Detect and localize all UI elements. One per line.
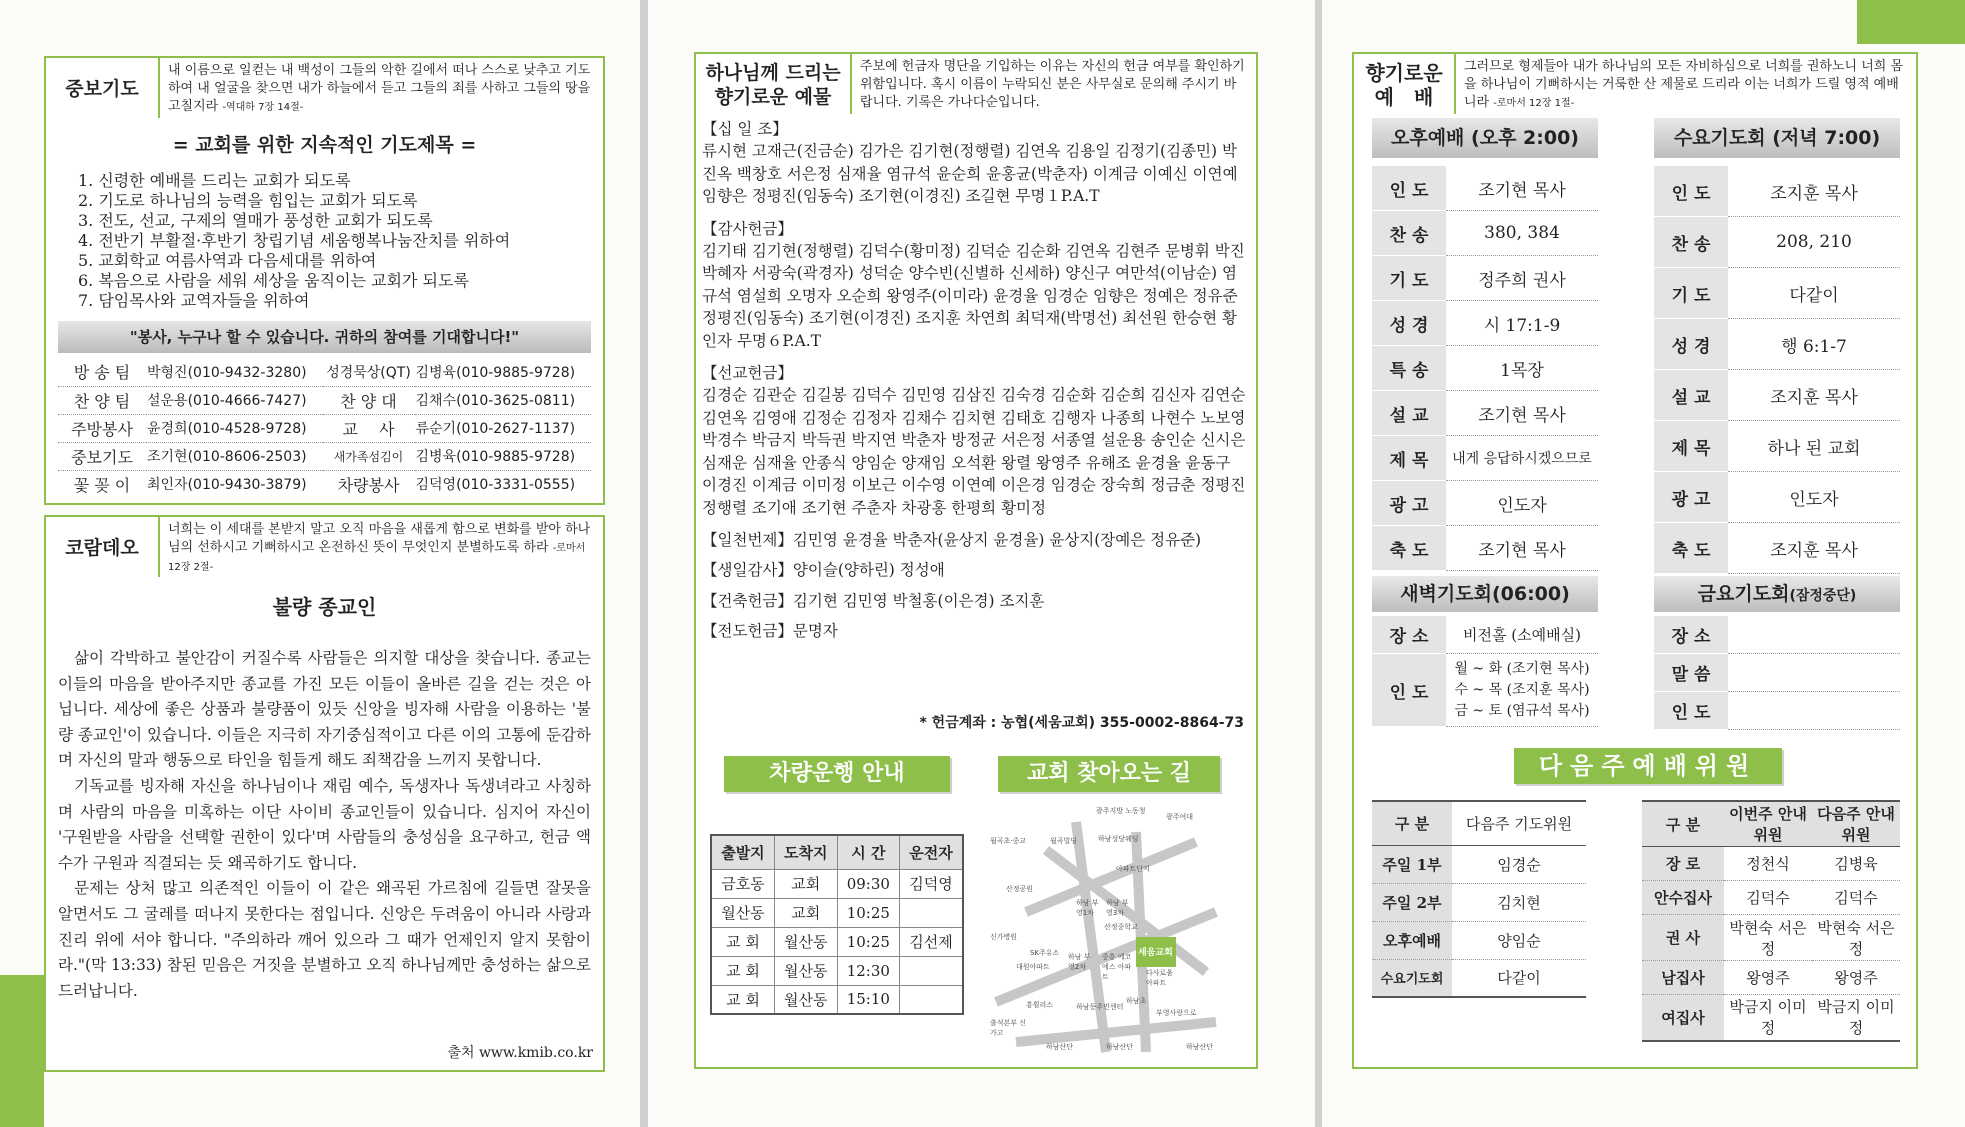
table-row xyxy=(711,898,963,927)
offering-section xyxy=(702,362,1250,519)
church-map xyxy=(986,802,1236,1056)
offering-label: 【십 일 조】 xyxy=(702,120,788,138)
wednesday-table xyxy=(1654,166,1900,574)
map-label: 하남산단 xyxy=(1186,1043,1214,1051)
prayer-duty-table xyxy=(1372,800,1586,998)
table-cell: 주일 2부 xyxy=(1372,883,1452,921)
table-cell: 교 회 xyxy=(711,927,774,956)
table-row xyxy=(58,414,591,442)
table-cell xyxy=(900,956,963,985)
column-header: 운전자 xyxy=(900,835,963,869)
team-contact: 윤경희(010-4528-9728) xyxy=(147,421,307,437)
table-cell: 금호동 xyxy=(711,869,774,898)
table-row xyxy=(1642,915,1900,961)
table-row xyxy=(1372,256,1598,301)
nextweek-title: 다음주예배위원 xyxy=(1514,748,1782,784)
table-row xyxy=(1654,370,1900,421)
offering-notice: 주보에 헌금자 명단을 기입하는 이유는 자신의 헌금 여부를 확인하기 위함입니다. 혹시 이름이 누락되신 분은 사무실로 문의해 주시기 바랍니다. 기록은 가나다순입니다. xyxy=(860,59,1245,110)
row-label: 장 소 xyxy=(1654,616,1728,654)
row-label: 제 목 xyxy=(1372,436,1446,481)
map-label: 하남산단 xyxy=(1106,1043,1134,1051)
table-cell: 월산동 xyxy=(774,956,837,985)
map-label: 하남산단 xyxy=(1046,1043,1074,1051)
table-header-row xyxy=(1642,801,1900,847)
row-value: 인도자 xyxy=(1446,481,1598,526)
table-cell: 여집사 xyxy=(1642,995,1724,1041)
offering-label: 【생일감사】 xyxy=(702,561,793,580)
offering-section xyxy=(702,118,1250,208)
offering-names: 김경순 김관순 김길봉 김덕수 김민영 김삼진 김숙경 김순화 김순희 김신자 김연순 김연옥 김영애 김정순 김정자 김채수 김치현 김태호 김행자 나종희 나현수 노보영 박경수 박금지 박득권 박지연 박춘자 방정균 서은정 서종열 설운용 송인순 신시은 심재운 심재율 안종식 양임순 양재임 오석환 왕렬 왕영주 유해조 윤경율 윤동구 이경진 이계금 이미정 이보근 이수영 이연예 이은경 임경순 장숙희 정금춘 정평진 정행렬 조기애 조기현 주춘자 차광홍 한평희 황미정 xyxy=(702,386,1246,517)
table-cell: 장 로 xyxy=(1642,847,1724,881)
row-value xyxy=(1446,654,1598,727)
table-row xyxy=(1642,995,1900,1041)
map-label: 광주여대 xyxy=(1166,813,1194,821)
afternoon-table xyxy=(1372,166,1598,571)
row-label: 인 도 xyxy=(1654,166,1728,217)
table-cell xyxy=(900,985,963,1014)
vehicle-table xyxy=(710,834,964,1015)
row-value: 조지훈 목사 xyxy=(1728,370,1900,421)
table-row xyxy=(711,985,963,1014)
volunteer-banner: "봉사, 누구나 할 수 있습니다. 귀하의 참여를 기대합니다!" xyxy=(58,321,591,353)
dawn-leader: 금 ~ 토 (염규석 목사) xyxy=(1454,702,1590,719)
table-row xyxy=(1372,301,1598,346)
table-cell: 왕영주 xyxy=(1834,969,1878,987)
offering-header xyxy=(694,52,1258,118)
team-contact: 류순기(010-2627-1137) xyxy=(415,421,576,437)
offering-list xyxy=(702,118,1250,643)
table-cell: 10:25 xyxy=(837,927,899,956)
column-header: 구 분 xyxy=(1642,801,1724,847)
map-label: 하남초 xyxy=(1126,997,1147,1005)
table-row xyxy=(58,470,591,498)
table-cell: 10:25 xyxy=(837,898,899,927)
team-name: 교 사 xyxy=(342,419,395,439)
offering-names: 김기현 김민영 박철홍(이은경) 조지훈 xyxy=(792,591,1045,610)
table-cell: 다같이 xyxy=(1497,969,1541,988)
offering-tag: 하나님께 드리는 향기로운 예물 xyxy=(696,54,852,116)
team-contact: 김병육(010-9885-9728) xyxy=(415,449,576,465)
offering-label: 【일천번제】 xyxy=(702,530,793,549)
page-3 xyxy=(1322,0,1965,1127)
page-2 xyxy=(648,0,1315,1127)
table-row xyxy=(1654,654,1900,692)
offering-names: 문명자 xyxy=(792,622,838,641)
table-row xyxy=(1372,166,1598,211)
team-name: 주방봉사 xyxy=(71,419,133,439)
row-value: 조기현 목사 xyxy=(1446,526,1598,571)
team-contact: 박형진(010-9432-3280) xyxy=(147,364,307,381)
table-cell: 박현숙 서은정 xyxy=(1729,918,1807,958)
offering-label: 【건축헌금】 xyxy=(702,591,793,610)
worship-verse-ref: -로마서 12장 1절- xyxy=(1493,98,1575,109)
table-cell: 교 회 xyxy=(711,985,774,1014)
offering-names: 양이슬(양하린) 정성애 xyxy=(792,561,945,580)
prayer-item: 4. 전반기 부활절·후반기 창립기념 세움행복나눔잔치를 위하여 xyxy=(78,231,511,250)
row-label: 말 씀 xyxy=(1654,654,1728,692)
coram-verse-ref: -로마서 12장 2절- xyxy=(168,543,586,573)
map-label: 하남 부영3차 xyxy=(1106,899,1129,917)
team-name: 새가족섬김이 xyxy=(333,449,404,464)
map-label: 대원아파트 xyxy=(1016,963,1050,971)
wednesday-title: 수요기도회 (저녁 7:00) xyxy=(1654,118,1900,158)
team-contact: 조기현(010-8606-2503) xyxy=(147,449,307,465)
coram-verse xyxy=(160,517,603,579)
coram-box xyxy=(44,577,605,1072)
offering-names: 류시현 고재근(진금순) 김가은 김기현(정행렬) 김연옥 김용일 김정기(김종민) 박진옥 백창호 서은정 심재율 염규석 윤순희 윤홍균(박춘자) 이계금 이예신 이연예 임향은 정평진(임동숙) 조기현(이경진) 조길현 무명１P.A.T xyxy=(702,142,1238,206)
map-label: 흥휠리스 xyxy=(1026,1001,1054,1009)
page-1 xyxy=(0,0,640,1127)
church-marker: 세움교회 xyxy=(1138,948,1173,958)
map-label: 다사로움 아파트 xyxy=(1146,969,1174,987)
table-row xyxy=(1372,526,1598,571)
map-title: 교회 찾아오는 길 xyxy=(998,756,1220,792)
map-label: SK주유소 xyxy=(1030,949,1060,957)
offering-names: 김기태 김기현(정행렬) 김덕수(황미정) 김덕순 김순화 김연옥 김현주 문병휘 박진 박혜자 서광숙(곽경자) 성덕순 양수빈(신별하 신세하) 양신구 여만석(이남순) 염규석 염설희 오명자 오순희 왕영주(이미라) 윤경율 임경순 임향은 정예은 정유준 정평진(임동숙) 조기현(이경진) 조지훈 차연희 최덕재(박명선) 최선원 한승현 황인자 무명６P.A.T xyxy=(702,242,1245,350)
table-cell: 월산동 xyxy=(711,898,774,927)
map-label: 산정공원 xyxy=(1006,885,1034,893)
worship-tag: 향기로운 예 배 xyxy=(1354,54,1456,116)
row-value: 정주희 권사 xyxy=(1446,256,1598,301)
prayer-item: 2. 기도로 하나님의 능력을 힘입는 교회가 되도록 xyxy=(78,191,418,210)
worship-header xyxy=(1352,52,1918,118)
row-label: 제 목 xyxy=(1654,421,1728,472)
row-value: 다같이 xyxy=(1728,268,1900,319)
table-row xyxy=(1654,472,1900,523)
friday-title xyxy=(1654,576,1900,612)
offering-box xyxy=(694,114,1258,1069)
map-label: 하남성당웨딩 xyxy=(1098,835,1139,843)
table-row xyxy=(1642,847,1900,881)
green-corner xyxy=(1857,0,1965,44)
table-cell: 안수집사 xyxy=(1642,881,1724,915)
row-label: 설 교 xyxy=(1372,391,1446,436)
table-row xyxy=(58,358,591,386)
team-name: 찬 양 대 xyxy=(340,391,397,411)
prayer-item: 7. 담임목사와 교역자들을 위하여 xyxy=(78,291,310,310)
row-label: 축 도 xyxy=(1654,523,1728,574)
table-cell: 오후예배 xyxy=(1372,921,1452,959)
row-label: 성 경 xyxy=(1654,319,1728,370)
prayer-list xyxy=(78,171,603,311)
prayer-item: 3. 전도, 선교, 구제의 열매가 풍성한 교회가 되도록 xyxy=(78,211,433,230)
table-row xyxy=(1642,961,1900,995)
table-row xyxy=(1372,959,1586,997)
table-cell: 김병육 xyxy=(1834,855,1878,873)
row-value: 조지훈 목사 xyxy=(1728,166,1900,217)
table-header-row xyxy=(1372,801,1586,845)
map-label: 출석본부 신가고 xyxy=(990,1019,1027,1037)
team-contact: 설운용(010-4666-7427) xyxy=(147,393,307,409)
row-label: 성 경 xyxy=(1372,301,1446,346)
usher-table xyxy=(1642,800,1900,1042)
article-paragraph: 기독교를 빙자해 자신을 하나님이나 재림 예수, 독생자나 독생녀라고 사칭하며 사람의 마음을 미혹하는 이단 사이비 종교인들이 있습니다. 심지어 자신이 '구원받을 사람을 선택할 권한이 있다'며 사람들의 충성심을 요구하고, 헌금 액수가 구원과 직결되는 듯 왜곡하기도 합니다. xyxy=(58,776,591,872)
table-cell: 월산동 xyxy=(774,985,837,1014)
column-header: 시 간 xyxy=(837,835,899,869)
table-cell: 박금지 이미정 xyxy=(1817,998,1895,1038)
table-row xyxy=(58,442,591,470)
article-paragraph: 삶이 각박하고 불안감이 커질수록 사람들은 의지할 대상을 찾습니다. 종교는 이들의 마음을 받아주지만 종교를 가진 모든 이들이 올바른 길을 걷는 것은 아닙니다. 세상에 좋은 상품과 불량품이 있듯 신앙을 빙자해 사람을 이용하는 '불량 종교인'이 있습니다. 이들은 지극히 자기중심적이고 다른 이의 고통에 둔감하며 자신의 말과 행동으로 타인을 힘들게 해도 죄책감을 느끼지 못합니다. xyxy=(58,649,591,770)
team-contact: 김채수(010-3625-0811) xyxy=(415,393,576,409)
table-row xyxy=(711,956,963,985)
table-cell: 수요기도회 xyxy=(1372,959,1452,997)
table-row xyxy=(1642,881,1900,915)
prayer-verse-ref: -역대하 7장 14절- xyxy=(222,102,304,113)
row-value: 인도자 xyxy=(1728,472,1900,523)
map-label: 산정중학교 xyxy=(1104,923,1138,931)
team-name: 꽃 꽂 이 xyxy=(73,475,131,495)
offering-section xyxy=(702,529,1250,551)
volunteer-table xyxy=(58,358,591,498)
map-label: 부영사랑으로 xyxy=(1156,1009,1197,1017)
row-label: 인 도 xyxy=(1372,654,1446,727)
green-corner xyxy=(0,975,44,1127)
table-cell: 김덕영 xyxy=(900,869,963,898)
article-paragraph: 문제는 상처 많고 의존적인 이들이 이 같은 왜곡된 가르침에 길들면 잘못을 알면서도 그 굴레를 떠나지 못한다는 점입니다. 신앙은 두려움이 아니라 사랑과 진리 위에 서야 합니다. "주의하라 깨어 있으라 그 때가 언제인지 알지 못함이라."(막 13:33) 참된 믿음은 거짓을 분별하고 오직 하나님께만 충성하는 삶으로 드러납니다. xyxy=(58,879,591,1000)
offering-names: 김민영 윤경율 박춘자(윤상지 윤경율) 윤상지(장예은 정유준) xyxy=(792,530,1202,549)
table-row xyxy=(1372,391,1598,436)
table-row xyxy=(1372,845,1586,883)
row-value: 시 17:1-9 xyxy=(1446,301,1598,346)
afternoon-title: 오후예배 (오후 2:00) xyxy=(1372,118,1598,158)
table-cell: 교 회 xyxy=(711,956,774,985)
offering-section xyxy=(702,590,1250,612)
offering-section xyxy=(702,620,1250,642)
map-label: 광주지방 노동청 xyxy=(1096,807,1146,815)
article-title: 불량 종교인 xyxy=(272,595,377,619)
table-row xyxy=(711,869,963,898)
row-value xyxy=(1728,616,1900,654)
row-label: 설 교 xyxy=(1654,370,1728,421)
row-value: 내게 응답하시겠으므로 xyxy=(1446,436,1598,481)
dawn-title: 새벽기도회(06:00) xyxy=(1372,576,1598,612)
map-label: 중흥 에코에스 아파트 xyxy=(1102,953,1132,981)
row-value: 하나 된 교회 xyxy=(1728,421,1900,472)
coram-tag: 코람데오 xyxy=(46,517,160,579)
table-row xyxy=(1654,166,1900,217)
offering-section xyxy=(702,218,1250,352)
prayer-item: 5. 교회학교 여름사역과 다음세대를 위하여 xyxy=(78,251,377,270)
table-cell: 임경순 xyxy=(1497,855,1541,874)
row-label: 인 도 xyxy=(1372,166,1446,211)
row-value xyxy=(1728,692,1900,730)
row-value: 1목장 xyxy=(1446,346,1598,391)
table-cell: 12:30 xyxy=(837,956,899,985)
team-name: 성경묵상(QT) xyxy=(326,364,411,381)
team-name: 방 송 팀 xyxy=(73,363,131,383)
friday-table xyxy=(1654,616,1900,730)
table-row xyxy=(1372,654,1598,727)
coram-verse-text: 너희는 이 세대를 본받지 말고 오직 마음을 새롭게 함으로 변화를 받아 하나님의 선하시고 기뻐하시고 온전하신 뜻이 무엇인지 분별하도록 하라 xyxy=(168,522,591,555)
row-value: 380, 384 xyxy=(1446,211,1598,256)
row-value: 조기현 목사 xyxy=(1446,166,1598,211)
row-label: 장 소 xyxy=(1372,616,1446,654)
worship-verse-text: 그러므로 형제들아 내가 하나님의 모든 자비하심으로 너희를 권하노니 너희 몸을 하나님이 기뻐하시는 거룩한 산 제물로 드리라 이는 너희가 드릴 영적 예배니라 xyxy=(1464,59,1904,110)
table-row xyxy=(1372,921,1586,959)
team-contact: 최인자(010-9430-3879) xyxy=(147,477,307,494)
row-value: 208, 210 xyxy=(1728,217,1900,268)
map-label: 아파트단지 xyxy=(1116,865,1150,873)
article-body xyxy=(58,646,591,1004)
table-cell: 15:10 xyxy=(837,985,899,1014)
prayer-box xyxy=(44,118,605,505)
table-row xyxy=(1654,217,1900,268)
table-row xyxy=(58,386,591,414)
column-header: 다음주 안내위원 xyxy=(1812,801,1900,847)
prayer-item: 1. 신령한 예배를 드리는 교회가 되도록 xyxy=(78,171,351,190)
row-label: 특 송 xyxy=(1372,346,1446,391)
table-row xyxy=(1372,481,1598,526)
table-row xyxy=(1372,346,1598,391)
column-header: 이번주 안내위원 xyxy=(1724,801,1812,847)
table-row xyxy=(1654,421,1900,472)
map-label: 월곡빌딩 xyxy=(1050,837,1078,845)
friday-title-note: (잠정중단) xyxy=(1789,588,1857,604)
column-header: 구 분 xyxy=(1372,801,1452,845)
table-cell: 권 사 xyxy=(1642,915,1724,961)
table-cell: 교회 xyxy=(774,898,837,927)
row-label: 광 고 xyxy=(1372,481,1446,526)
row-label: 인 도 xyxy=(1654,692,1728,730)
table-row xyxy=(1654,319,1900,370)
table-row xyxy=(1372,883,1586,921)
offering-label: 【전도헌금】 xyxy=(702,622,793,641)
row-value xyxy=(1728,654,1900,692)
coram-header xyxy=(44,515,605,581)
row-label: 광 고 xyxy=(1654,472,1728,523)
map-label: 신가병원 xyxy=(990,933,1018,941)
table-cell: 교회 xyxy=(774,869,837,898)
team-name: 중보기도 xyxy=(71,447,133,467)
prayer-header xyxy=(44,56,605,122)
column-header: 출발지 xyxy=(711,835,774,869)
table-cell: 양임순 xyxy=(1497,931,1541,950)
table-row xyxy=(1372,616,1598,654)
prayer-verse xyxy=(160,58,603,120)
offering-label: 【감사헌금】 xyxy=(702,219,793,238)
row-value: 행 6:1-7 xyxy=(1728,319,1900,370)
table-header-row xyxy=(711,835,963,869)
table-cell: 김덕수 xyxy=(1746,889,1790,907)
table-row xyxy=(1372,436,1598,481)
row-value: 조기현 목사 xyxy=(1446,391,1598,436)
article-source: 출처 www.kmib.co.kr xyxy=(447,1045,593,1061)
table-cell: 정천식 xyxy=(1746,855,1790,873)
table-cell: 김치현 xyxy=(1497,893,1541,912)
table-row xyxy=(1654,616,1900,654)
prayer-item: 6. 복음으로 사람을 세워 세상을 움직이는 교회가 되도록 xyxy=(78,271,469,290)
offering-account: * 헌금계좌 : 농협(세움교회) 355-0002-8864-73 xyxy=(919,715,1244,731)
table-cell: 09:30 xyxy=(837,869,899,898)
table-row xyxy=(711,927,963,956)
table-cell: 왕영주 xyxy=(1746,969,1790,987)
table-row xyxy=(1654,692,1900,730)
dawn-leader: 수 ~ 목 (조지훈 목사) xyxy=(1454,681,1590,698)
vehicle-title: 차량운행 안내 xyxy=(724,756,950,792)
dawn-table xyxy=(1372,616,1598,727)
team-contact: 김병육(010-9885-9728) xyxy=(415,364,576,381)
row-label: 기 도 xyxy=(1654,268,1728,319)
map-label: 월곡초·중교 xyxy=(990,837,1027,845)
row-value: 조지훈 목사 xyxy=(1728,523,1900,574)
prayer-title: = 교회를 위한 지속적인 기도제목 = xyxy=(172,134,477,156)
table-cell: 주일 1부 xyxy=(1372,845,1452,883)
table-cell: 김덕수 xyxy=(1834,889,1878,907)
table-cell: 김선제 xyxy=(900,927,963,956)
row-value: 비전홀 (소예배실) xyxy=(1446,616,1598,654)
map-label: 하남 부영1차 xyxy=(1076,899,1099,917)
team-name: 차량봉사 xyxy=(337,475,400,495)
worship-verse xyxy=(1456,54,1916,116)
worship-box xyxy=(1352,114,1918,1069)
table-row xyxy=(1654,268,1900,319)
table-cell: 남집사 xyxy=(1642,961,1724,995)
row-label: 축 도 xyxy=(1372,526,1446,571)
table-row xyxy=(1372,211,1598,256)
offering-label: 【선교헌금】 xyxy=(702,364,793,383)
column-header: 다음주 기도위원 xyxy=(1452,801,1586,845)
table-cell: 박현숙 서은정 xyxy=(1817,918,1895,958)
row-label: 찬 송 xyxy=(1654,217,1728,268)
table-cell: 월산동 xyxy=(774,927,837,956)
prayer-verse-text: 내 이름으로 일컫는 내 백성이 그들의 악한 길에서 떠나 스스로 낮추고 기도하여 내 얼굴을 찾으면 내가 하늘에서 듣고 그들의 죄를 사하고 그들의 땅을 고칠지라 xyxy=(168,63,591,114)
dawn-leader: 월 ~ 화 (조기현 목사) xyxy=(1454,660,1590,677)
row-label: 기 도 xyxy=(1372,256,1446,301)
prayer-tag: 중보기도 xyxy=(46,58,160,120)
column-header: 도착지 xyxy=(774,835,837,869)
table-row xyxy=(1654,523,1900,574)
row-label: 찬 송 xyxy=(1372,211,1446,256)
friday-title-text: 금요기도회 xyxy=(1697,583,1790,605)
map-label: 하남동주민센터 xyxy=(1076,1003,1124,1011)
team-name: 찬 양 팀 xyxy=(73,391,131,411)
table-cell xyxy=(900,898,963,927)
team-contact: 김덕영(010-3331-0555) xyxy=(415,477,576,494)
table-cell: 박금지 이미정 xyxy=(1729,998,1807,1038)
offering-section xyxy=(702,559,1250,581)
map-label: 하남 부영2차 xyxy=(1068,953,1091,971)
